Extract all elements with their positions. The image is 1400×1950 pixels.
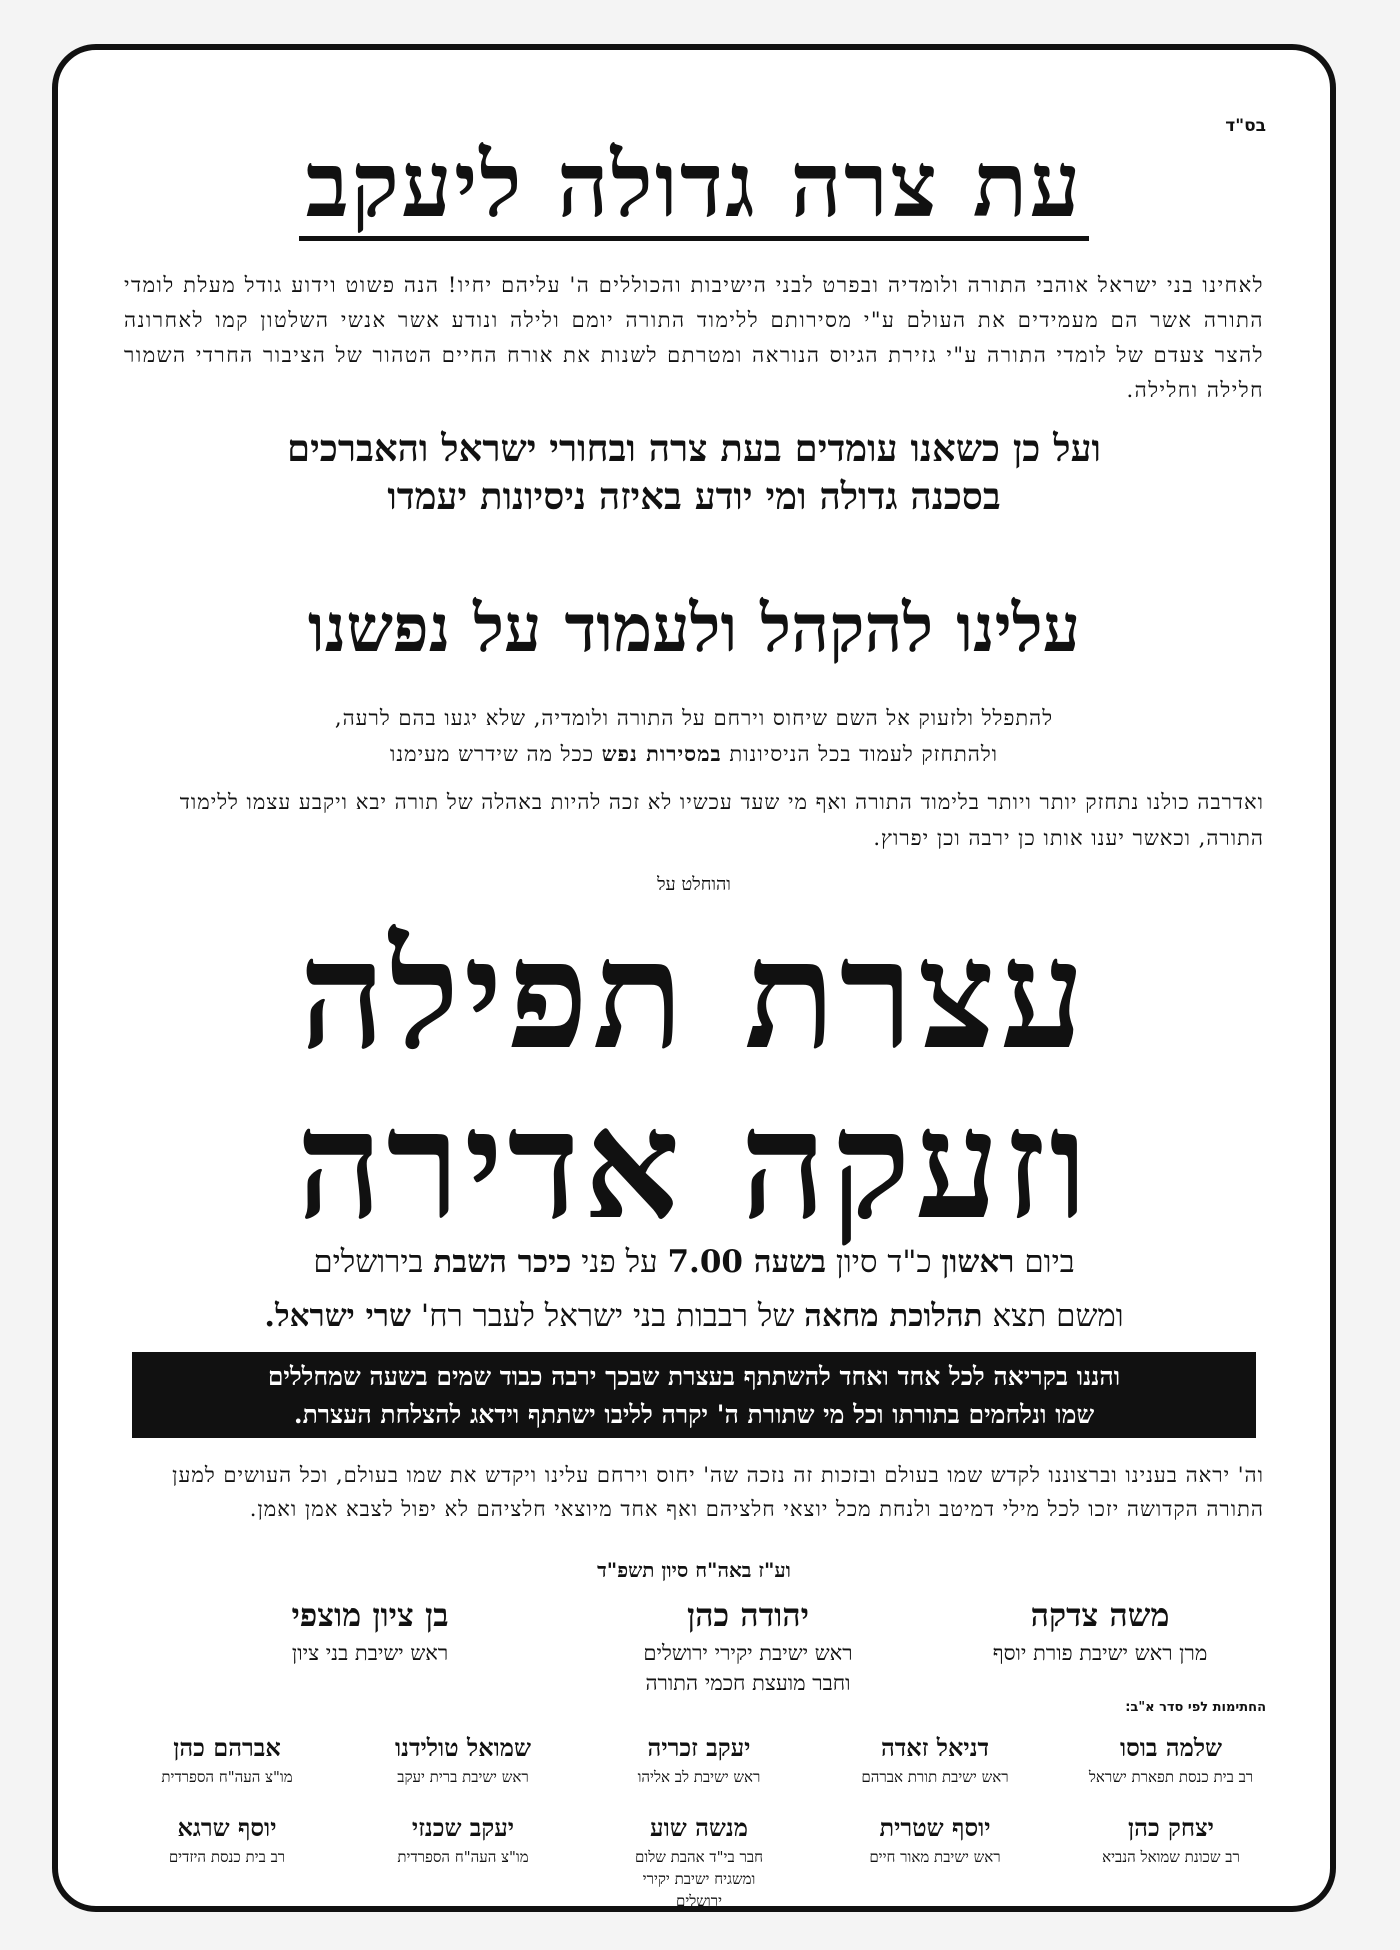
event-time-line: [118, 1240, 1270, 1284]
signer-row1-4: [348, 1730, 578, 1788]
signer-title: מרן ראש ישיבת פורת יוסף: [992, 1641, 1208, 1665]
signer-name: יוסף שרגא: [177, 1813, 277, 1842]
signer-title: רב בית כנסת תפארת ישראל: [1088, 1768, 1254, 1786]
signer-title: ראש ישיבת תורת אברהם: [861, 1768, 1009, 1786]
top-signer-2: [578, 1592, 918, 1698]
signer-title: ראש ישיבת מאור חיים: [869, 1848, 1001, 1866]
signer-row2-3: [584, 1810, 814, 1912]
signer-title: ראש ישיבת לב אליהו: [637, 1768, 761, 1786]
signer-title: מו"צ העה"ח הספרדית: [397, 1848, 529, 1866]
bsd-mark: בס"ד: [1225, 116, 1266, 136]
signer-row2-1: [1056, 1810, 1286, 1868]
when2-march: תהלוכת מחאה: [804, 1298, 983, 1334]
prayer-line-2: [124, 736, 1264, 772]
big-title-line-2: וזעקה אדירה: [296, 1077, 1092, 1253]
signer-title-3: ירושלים: [675, 1892, 723, 1910]
signer-name: אברהם כהן: [173, 1733, 281, 1762]
big-title-line-1: עצרת תפילה: [299, 907, 1089, 1083]
signer-row1-1: [1056, 1730, 1286, 1788]
top-signer-3: [200, 1592, 540, 1668]
signer-name: דניאל זאדה: [880, 1733, 990, 1762]
signer-name: משה צדקה: [1030, 1596, 1170, 1634]
signer-name: יעקב שכנזי: [411, 1813, 515, 1842]
when1-c: כ"ד סיון: [826, 1244, 942, 1280]
when1-g: בירושלים: [313, 1244, 434, 1280]
signer-name: בן ציון מוצפי: [291, 1596, 449, 1634]
cta-line-2: שמו ונלחמים בתורתו וכל מי שתורת ה' יקרה לליבו ישתתף וידאג להצלחת העצרת.: [293, 1400, 1095, 1429]
signer-title: רב שכונת שמואל הנביא: [1102, 1848, 1240, 1866]
closing-paragraph: וה' יראה בענינו וברצוננו לקדש שמו בעולם ובזכות זה נזכה שה' יחוס וירחם עלינו ויקדש את שמו בעולם, וכל העושים למען התורה הקדושה יזכו לכל מילי דמיטב ולנחת מכל יוצאי חלציהם ואף אחד מיוצאי חלציהם לא יפול לצבא אמן ואמן.: [172, 1463, 1264, 1521]
prayer-line-2a: ולהתחזק לעמוד בכל הניסיונות: [721, 742, 999, 766]
signer-name: יעקב זכריה: [647, 1733, 751, 1762]
signer-title-2: ומשגיח ישיבת יקירי: [642, 1870, 756, 1888]
signer-title: ראש ישיבת יקירי ירושלים: [643, 1641, 853, 1665]
subheading-1-line-1: ועל כן כשאנו עומדים בעת צרה ובחורי ישראל והאברכים: [287, 426, 1101, 470]
top-signer-1: [930, 1592, 1270, 1668]
when1-a: ביום: [1014, 1244, 1075, 1280]
signer-name: יוסף שטרית: [879, 1813, 991, 1842]
date-line: וע"ז באה"ח סיון תשפ"ד: [597, 1558, 791, 1582]
signer-row2-4: [348, 1810, 578, 1868]
signer-title-2: וחבר מועצת חכמי התורה: [645, 1671, 851, 1695]
signer-name: שמואל טולידנו: [395, 1733, 531, 1762]
prayer-line-3: ואדרבה כולנו נתחזק יותר ויותר בלימוד התורה ואף מי שעד עכשיו לא זכה להיות באהלה של תורה יבא ויקבע עצמו ללימוד התורה, וכאשר יענו אותו כן ירבה וכן יפרוץ.: [179, 790, 1264, 850]
signer-row1-3: [584, 1730, 814, 1788]
prayer-line-2-bold: במסירות נפש: [601, 741, 722, 766]
decided-label: והוחלט על: [657, 874, 731, 895]
call-to-action-box: [132, 1352, 1256, 1438]
signer-row2-2: [820, 1810, 1050, 1868]
when1-place: כיכר השבת: [433, 1244, 572, 1280]
when2-street: שרי ישראל.: [264, 1298, 411, 1334]
when1-hour: בשעה 7.00: [667, 1244, 827, 1280]
subheading-1-line-2: בסכנה גדולה ומי יודע באיזה ניסיונות יעמדו: [387, 474, 1001, 518]
signer-row2-5: [112, 1810, 342, 1868]
headline-text: עת צרה גדולה ליעקב: [299, 136, 1088, 241]
signer-name: מנשה שוע: [650, 1813, 748, 1842]
when2-c: של רבבות בני ישראל לעבר רח': [410, 1298, 805, 1334]
signer-title: מו"צ העה"ח הספרדית: [161, 1768, 293, 1786]
march-line: [118, 1294, 1270, 1338]
poster-frame: [52, 44, 1336, 1912]
signer-name: יצחק כהן: [1128, 1813, 1214, 1842]
signer-title: חבר בי"ד אהבת שלום: [635, 1848, 763, 1866]
signer-name: שלמה בוסו: [1119, 1733, 1223, 1762]
cta-line-1: והננו בקריאה לכל אחד ואחד להשתתף בעצרת שבכך ירבה כבוד שמים בשעה שמחללים: [267, 1362, 1121, 1391]
headline: [58, 132, 1330, 241]
signatures-order-note: החתימות לפי סדר א"ב:: [1125, 1700, 1266, 1715]
prayer-line-1: להתפלל ולזעוק אל השם שיחוס וירחם על התורה ולומדיה, שלא יגעו בהם לרעה,: [334, 706, 1054, 730]
signer-row1-5: [112, 1730, 342, 1788]
signer-row1-2: [820, 1730, 1050, 1788]
signer-name: יהודה כהן: [686, 1596, 810, 1634]
when1-e: על פני: [571, 1244, 668, 1280]
when1-day: ראשון: [941, 1244, 1015, 1280]
intro-paragraph: לאחינו בני ישראל אוהבי התורה ולומדיה ובפרט לבני הישיבות והכוללים ה' עליהם יחיו! הנה פשוט וידוע גודל מעלת לומדי התורה אשר הם מעמידים את העולם ע"י מסירותם ללימוד התורה יומם ולילה ונודע אשר אנשי השלטון קמו לאחרונה להצר צעדם של לומדי התורה ע"י גזירת הגיוס הנוראה ומטרתם לשנות את אורח החיים הטהור של הציבור החרדי השמור חלילה וחלילה.: [124, 273, 1264, 402]
prayer-line-2c: ככל מה שידרש מעימנו: [389, 742, 602, 766]
prayer-paragraph: [124, 700, 1264, 856]
signer-title: רב בית כנסת היזדים: [168, 1848, 286, 1866]
when2-a: ומשם תצא: [982, 1298, 1124, 1334]
subheading-2: עלינו להקהל ולעמוד על נפשנו: [307, 589, 1081, 667]
signer-title: ראש ישיבת בני ציון: [291, 1641, 449, 1665]
signer-title: ראש ישיבת ברית יעקב: [397, 1768, 529, 1786]
subheading-1: [58, 424, 1330, 520]
